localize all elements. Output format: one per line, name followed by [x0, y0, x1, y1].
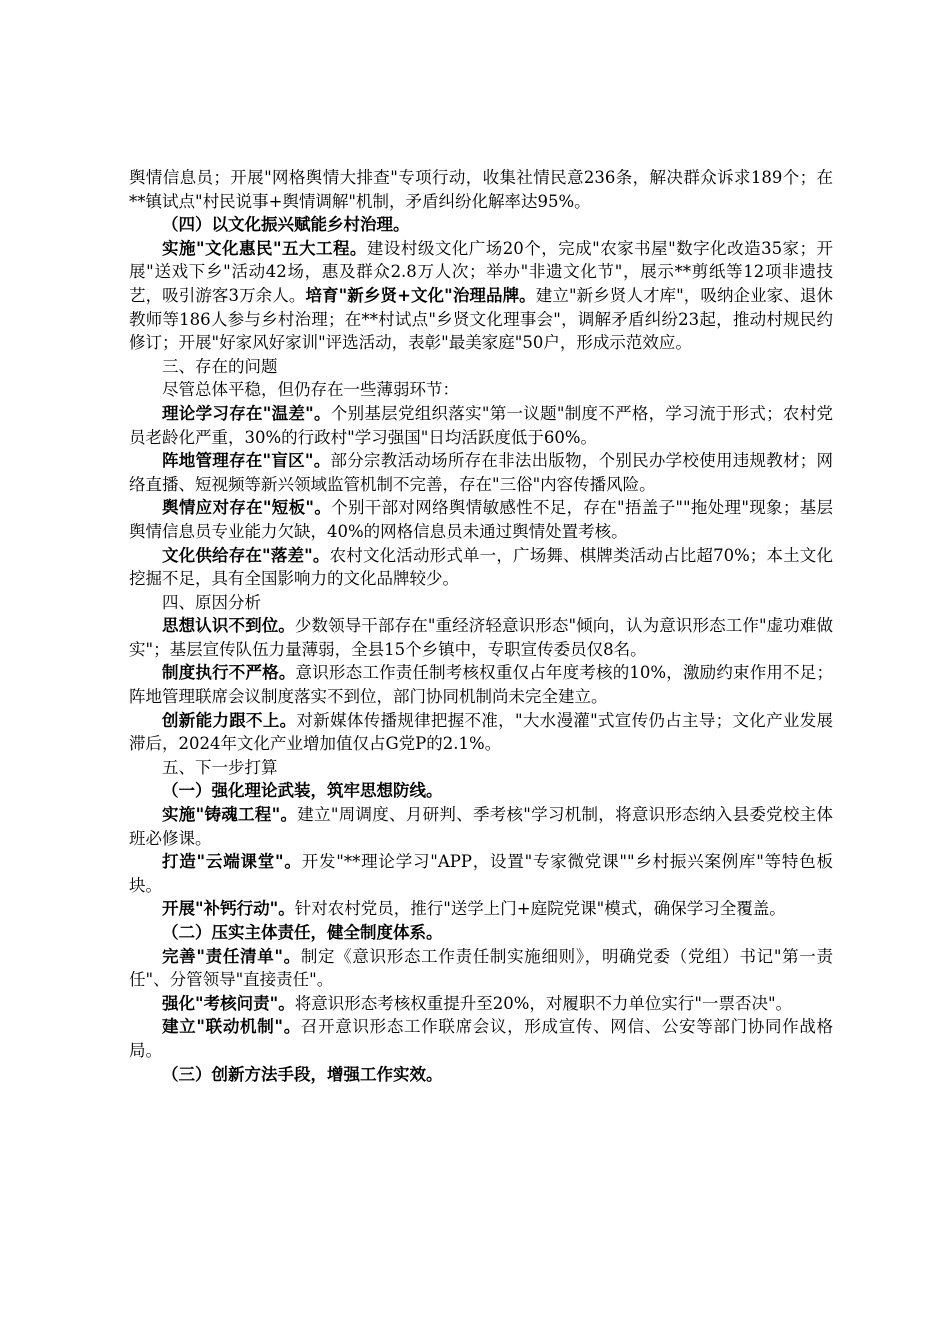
paragraph-text: 开发"**理论学习"APP，设置"专家微党课""乡村振兴案例库"等特色板块。 — [129, 852, 833, 895]
paragraph — [129, 544, 833, 591]
bold-lead: 实施"文化惠民"五大工程。 — [162, 238, 367, 258]
bold-lead: 建立"联动机制"。 — [162, 1017, 301, 1037]
bold-lead: 思想认识不到位。 — [162, 616, 295, 636]
paragraph-text: 将意识形态考核权重提升至20%，对履职不力单位实行"一票否决"。 — [294, 993, 793, 1013]
bold-lead: 理论学习存在"温差"。 — [162, 403, 331, 423]
paragraph — [129, 402, 833, 449]
paragraph-text: 个别干部对网络舆情敏感性不足，存在"捂盖子""拖处理"现象；基层舆情信息员专业能力欠缺，40%的网格信息员未通过舆情处置考核。 — [129, 498, 833, 541]
bold-lead: 阵地管理存在"盲区"。 — [162, 451, 331, 471]
paragraph — [129, 850, 833, 897]
bold-lead: 打造"云端课堂"。 — [162, 852, 302, 872]
chapter-heading: 三、存在的问题 — [162, 356, 278, 376]
section-heading: （三）创新方法手段，增强工作实效。 — [162, 1064, 443, 1084]
paragraph-text: 制定《意识形态工作责任制实施细则》，明确党委（党组）书记"第一责任"、分管领导"直接责任"。 — [129, 946, 833, 990]
paragraph — [129, 661, 833, 708]
paragraph — [129, 945, 833, 992]
paragraph: 舆情信息员；开展"网格舆情大排查"专项行动，收集社情民意236条，解决群众诉求189个；在**镇试点"村民说事+舆情调解"机制，矛盾纠纷化解率达95%。 — [129, 168, 833, 211]
paragraph — [129, 1015, 833, 1062]
chapter-heading: 五、下一步打算 — [162, 757, 278, 777]
paragraph-text: 意识形态工作责任制考核权重仅占年度考核的10%，激励约束作用不足；阵地管理联席会议制度落实不到位，部门协同机制尚未完全建立。 — [129, 663, 833, 707]
paragraph-text: 建立"新乡贤人才库"，吸纳企业家、退休教师等186人参与乡村治理；在**村试点"乡贤文化理事会"，调解矛盾纠纷23起，推动村规民约修订；开展"好家风好家训"评选活动，表彰"最美家庭"50户，形成示范效应。 — [129, 285, 833, 353]
paragraph-text: 部分宗教活动场所存在非法出版物，个别民办学校使用违规教材；网络直播、短视频等新兴领域监管机制不完善，存在"三俗"内容传播风险。 — [129, 451, 833, 494]
paragraph-text: 召开意识形态工作联席会议，形成宣传、网信、公安等部门协同作战格局。 — [129, 1017, 834, 1060]
bold-lead: 完善"责任清单"。 — [162, 946, 301, 966]
paragraph-text: 少数领导干部存在"重经济轻意识形态"倾向，认为意识形态工作"虚功难做实"；基层宣传队伍力量薄弱，全县15个乡镇中，专职宣传委员仅8名。 — [129, 616, 833, 659]
bold-lead: 培育"新乡贤+文化"治理品牌。 — [305, 285, 536, 305]
paragraph-text: 对新媒体传播规律把握不准，"大水漫灌"式宣传仍占主导；文化产业发展滞后，2024年文化产业增加值仅占G党P的2.1%。 — [129, 710, 833, 754]
paragraph — [129, 897, 833, 921]
bold-lead: 实施"铸魂工程"。 — [162, 805, 298, 825]
paragraph-text: 个别基层党组织落实"第一议题"制度不严格，学习流于形式；农村党员老龄化严重，30%的行政村"学习强国"日均活跃度低于60%。 — [129, 403, 833, 447]
bold-lead: 开展"补钙行动"。 — [162, 899, 295, 919]
bold-lead: 创新能力跟不上。 — [162, 710, 297, 730]
document-page — [129, 166, 833, 1086]
section-heading: （一）强化理论武装，筑牢思想防线。 — [162, 781, 443, 801]
paragraph-text: 农村文化活动形式单一，广场舞、棋牌类活动占比超70%；本土文化挖掘不足，具有全国影响力的文化品牌较少。 — [129, 545, 833, 589]
paragraph-text: 建设村级文化广场20个，完成"农家书屋"数字化改造35家；开展"送戏下乡"活动42场，惠及群众2.8万人次；举办"非遗文化节"，展示**剪纸等12项非遗技艺，吸引游客3万余人。 — [129, 238, 834, 305]
chapter-heading: 四、原因分析 — [162, 592, 261, 612]
paragraph: 尽管总体平稳，但仍存在一些薄弱环节： — [162, 380, 459, 400]
bold-lead: 舆情应对存在"短板"。 — [162, 498, 332, 518]
paragraph — [129, 496, 833, 543]
section-heading: （二）压实主体责任，健全制度体系。 — [162, 923, 443, 942]
paragraph — [129, 237, 833, 355]
bold-lead: 制度执行不严格。 — [162, 663, 296, 683]
paragraph — [129, 449, 833, 496]
section-heading: （四）以文化振兴赋能乡村治理。 — [162, 215, 410, 235]
paragraph — [129, 709, 833, 756]
bold-lead: 强化"考核问责"。 — [162, 993, 295, 1013]
paragraph — [129, 803, 833, 850]
bold-lead: 文化供给存在"落差"。 — [162, 545, 330, 565]
paragraph — [129, 992, 833, 1016]
paragraph — [129, 614, 833, 661]
paragraph-text: 针对农村党员，推行"送学上门+庭院党课"模式，确保学习全覆盖。 — [294, 899, 786, 919]
paragraph-text: 建立"周调度、月研判、季考核"学习机制，将意识形态纳入县委党校主体班必修课。 — [129, 805, 833, 848]
